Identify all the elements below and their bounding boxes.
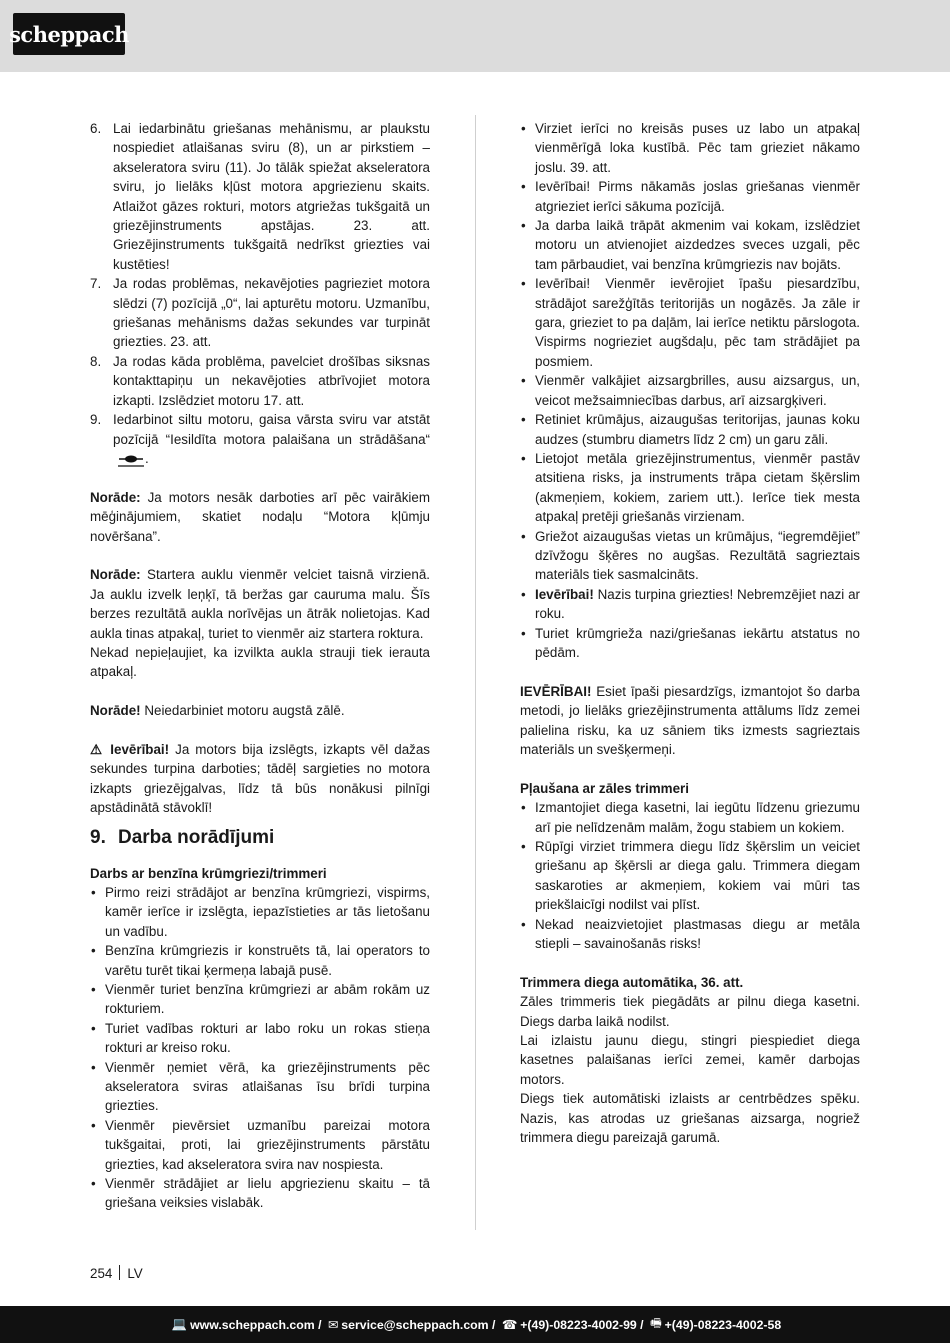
list-item: • Izmantojiet diega kasetni, lai iegūtu līdzenu griezumu arī pie nelīdzenām malām, žogu stabiem un kokiem. (520, 798, 860, 837)
list-item: • Turiet vadības rokturi ar labo roku un rokas stieņa rokturi ar kreiso roku. (90, 1019, 430, 1058)
website-link[interactable]: www.scheppach.com (190, 1317, 315, 1332)
list-item: • Lietojot metāla griezējinstrumentus, vienmēr pastāv atsitiena risks, ja instruments trāpa cietam šķērslim (akmeņiem, kokiem, zariem utt.). Ierīce tiek mesta atpakaļ pretēji griešanās virzienam. (520, 449, 860, 527)
warning-label: Ievērībai! (535, 586, 594, 602)
item-text: Lai iedarbinātu griešanas mehānismu, ar plaukstu nospiediet atlaišanas sviru (8), un ar pirkstiem – akseleratora sviru (11). Jo tālāk spiežat akseleratora sviru, jo lielāks kļūst motora apgriezienu skaits. Atlaižot gāzes rokturi, motors atgriežas tukšgaitā un griezējinstruments apstājas. 23. att. Griezējinstruments tukšgaitā nedrīkst griezties vai kustēties! (113, 121, 430, 272)
left-column (90, 119, 430, 1213)
phone-icon: ☎ (501, 1317, 518, 1332)
warning-note (90, 740, 430, 818)
fax-icon: 🖷 (650, 1316, 662, 1330)
list-item: • Griežot aizaugušas vietas un krūmājus, “iegremdējiet” dzīvžogu šķēres no augšas. Rezultātā sagrieztais materiāls tiek sasmalcināts. (520, 527, 860, 585)
warning-triangle-icon: ⚠ (90, 741, 105, 757)
list-item: • Vienmēr turiet benzīna krūmgriezi ar abām rokām uz rokturiem. (90, 980, 430, 1019)
subheading: Pļaušana ar zāles trimmeri (520, 780, 689, 796)
page-number: 254 (90, 1266, 113, 1281)
section-number: 9. (90, 826, 106, 848)
right-column (520, 119, 860, 1147)
mail-icon: ✉ (327, 1317, 339, 1332)
note-text: Startera auklu vienmēr velciet taisnā virzienā. Ja auklu izvelk leņķī, tā beržas gar cauruma malu. Šīs berzes rezultātā aukla norīvējas un ātrāk nolietojas. Kad aukla tinas atpakaļ, turiet to vienmēr aiz startera roktura. (90, 567, 430, 641)
list-item: • Turiet krūmgrieža nazi/griešanas iekārtu atstatus no pēdām. (520, 624, 860, 663)
note-2-continued: Nekad nepieļaujiet, ka izvilkta aukla strauji tiek ierauta atpakaļ. (90, 644, 430, 680)
list-item: • Vienmēr pievērsiet uzmanību pareizai motora tukšgaitai, proti, lai griezējinstruments pārstātu griezties, kad akseleratora svira nav nospiesta. (90, 1116, 430, 1174)
item-number: 9. (90, 412, 102, 428)
list-item: • Ievērībai! Pirms nākamās joslas griešanas vienmēr atgrieziet ierīci sākuma pozīcijā. (520, 177, 860, 216)
separator: / (636, 1317, 648, 1332)
email-link[interactable]: service@scheppach.com (341, 1317, 489, 1332)
item-number: 8. (90, 353, 102, 369)
list-item: • Pirmo reizi strādājot ar benzīna krūmgriezi, vispirms, kamēr ierīce ir izslēgta, iepazīstieties ar tās lietošanu un vadību. (90, 883, 430, 941)
note-label: Norāde: (90, 567, 141, 583)
header-bar (0, 0, 950, 72)
footer-separator (119, 1265, 120, 1280)
separator: / (488, 1317, 499, 1332)
list-item: • Virziet ierīci no kreisās puses uz labo un atpakaļ vienmērīgā loka kustībā. Pēc tam grieziet nākamo joslu. 39. att. (520, 119, 860, 177)
list-item: • Vienmēr ņemiet vērā, ka griezējinstruments pēc akseleratora sviras atlaišanas īsu brīdi turpina griezties. (90, 1058, 430, 1116)
note-2 (90, 565, 430, 643)
list-item: • Ievērībai! Vienmēr ievērojiet īpašu piesardzību, strādājot sarežģītās teritorijās un nogāzēs. Ja zāle ir gara, grieziet to pa daļām, lai ierīce netiktu pārslogota. Vispirms nogrieziet augšdaļu, pēc tam strādājiet pa posmiem. (520, 274, 860, 371)
language-code: LV (127, 1266, 143, 1281)
list-item: • Ja darba laikā trāpāt akmenim vai kokam, izslēdziet motoru un atvienojiet aizdedzes sveces uzgali, pēc tam pārbaudiet, vai benzīna krūmgriezis nav bojāts. (520, 216, 860, 274)
page-footer (90, 1264, 143, 1283)
list-item: • Retiniet krūmājus, aizaugušas teritorijas, jaunas koku audzes (stumbru diametrs līdz 2 cm) un garu zāli. (520, 410, 860, 449)
note-text: Ja motors nesāk darboties arī pēc vairākiem mēģinājumiem, skatiet nodaļu “Motora kļūmju novēršana”. (90, 489, 430, 544)
list-item-text: Nazis turpina griezties! Nebremzējiet nazi ar roku. (535, 586, 860, 622)
contact-bar (0, 1306, 950, 1343)
separator: / (314, 1317, 325, 1332)
warning-paragraph (520, 682, 860, 760)
list-item: • Vienmēr valkājiet aizsargbrilles, ausu aizsargus, un, veicot mežsaimniecības darbus, arī aizsargķiveri. (520, 371, 860, 410)
computer-icon: 💻 (171, 1317, 188, 1331)
note-label: Norāde: (90, 489, 141, 505)
paragraph: Diegs tiek automātiski izlaists ar centrbēdzes spēku. Nazis, kas atrodas uz griešanas aizsarga, nogriež trimmera diegu pareizajā garumā. (520, 1091, 860, 1146)
brand-logo: scheppach (13, 13, 125, 55)
list-item: • Rūpīgi virziet trimmera diegu līdz šķērslim un veiciet griešanu ap šķērsli ar diega galu. Trimmera diegam saskaroties ar akmeņiem, kokiem vai mūri tas priekšlaicīgi nodilst vai plīst. (520, 837, 860, 915)
note-3 (90, 701, 430, 720)
item-text: Ja rodas kāda problēma, pavelciet drošības siksnas kontakttapiņu un nekavējoties atbrīvojiet motora izkapti. Izslēdziet motoru 17. att. (113, 353, 430, 408)
item-number: 6. (90, 121, 102, 136)
list-item: • Benzīna krūmgriezis ir konstruēts tā, lai operators to varētu turēt tikai ķermeņa labajā pusē. (90, 941, 430, 980)
section-heading (90, 826, 430, 850)
note-label: Norāde! (90, 703, 141, 719)
note-text: Neiedarbiniet motoru augstā zālē. (140, 703, 345, 719)
item-number: 7. (90, 276, 102, 292)
list-item (520, 585, 860, 624)
phone-number: +(49)-08223-4002-99 (520, 1317, 637, 1332)
numbered-item (90, 274, 430, 352)
item-text: Iedarbinot siltu motoru, gaisa vārsta sviru var atstāt pozīcijā “Iesildīta motora palaišana un strādāšana“ (113, 412, 430, 447)
warning-text: Ja motors bija izslēgts, izkapts vēl dažas sekundes turpina darboties; tādēļ sargieties no motora izkapts griezējgalvas, līdz tā būs nonākusi pilnīgi apstādinātā stāvoklī! (90, 741, 430, 816)
item-tail: . (145, 450, 149, 466)
fax-number: +(49)-08223-4002-58 (664, 1317, 782, 1332)
numbered-item (90, 119, 430, 274)
list-item: • Vienmēr strādājiet ar lielu apgriezienu skaitu – tā griešana veiksies vislabāk. (90, 1174, 430, 1213)
section-title: Darba norādījumi (118, 826, 275, 848)
warning-label: IEVĒRĪBAI! (520, 683, 592, 699)
paragraph: Zāles trimmeris tiek piegādāts ar pilnu diega kasetni. Diegs darba laikā nodilst. (520, 994, 860, 1029)
list-item: • Nekad neaizvietojiet plastmasas diegu ar metāla stiepli – savainošanās risks! (520, 915, 860, 954)
paragraph: Lai izlaistu jaunu diegu, stingri piespiediet diega kasetnes palaišanas ierīci zemei, kamēr darbojas motors. (520, 1033, 860, 1087)
note-1 (90, 488, 430, 546)
choke-warm-start-icon (117, 451, 145, 467)
warning-label: Ievērībai! (104, 741, 170, 757)
numbered-item (90, 352, 430, 410)
subheading: Trimmera diega automātika, 36. att. (520, 974, 744, 990)
warning-text: Esiet īpaši piesardzīgs, izmantojot šo darba metodi, jo lielāks griezējinstrumenta attālums līdz zemei palielina risku, ka uz sāniem tiks izmests sagrieztais materiāls un svešķermeņi. (520, 683, 860, 757)
numbered-item (90, 410, 430, 468)
item-text: Ja rodas problēmas, nekavējoties pagrieziet motora slēdzi (7) pozīcijā „0“, lai apturētu motoru. Uzmanību, griešanas mehānisms dažas sekundes var turpināt griezties. 23. att. (113, 276, 430, 350)
column-divider (475, 115, 476, 1230)
subheading: Darbs ar benzīna krūmgriezi/trimmeri (90, 865, 327, 881)
